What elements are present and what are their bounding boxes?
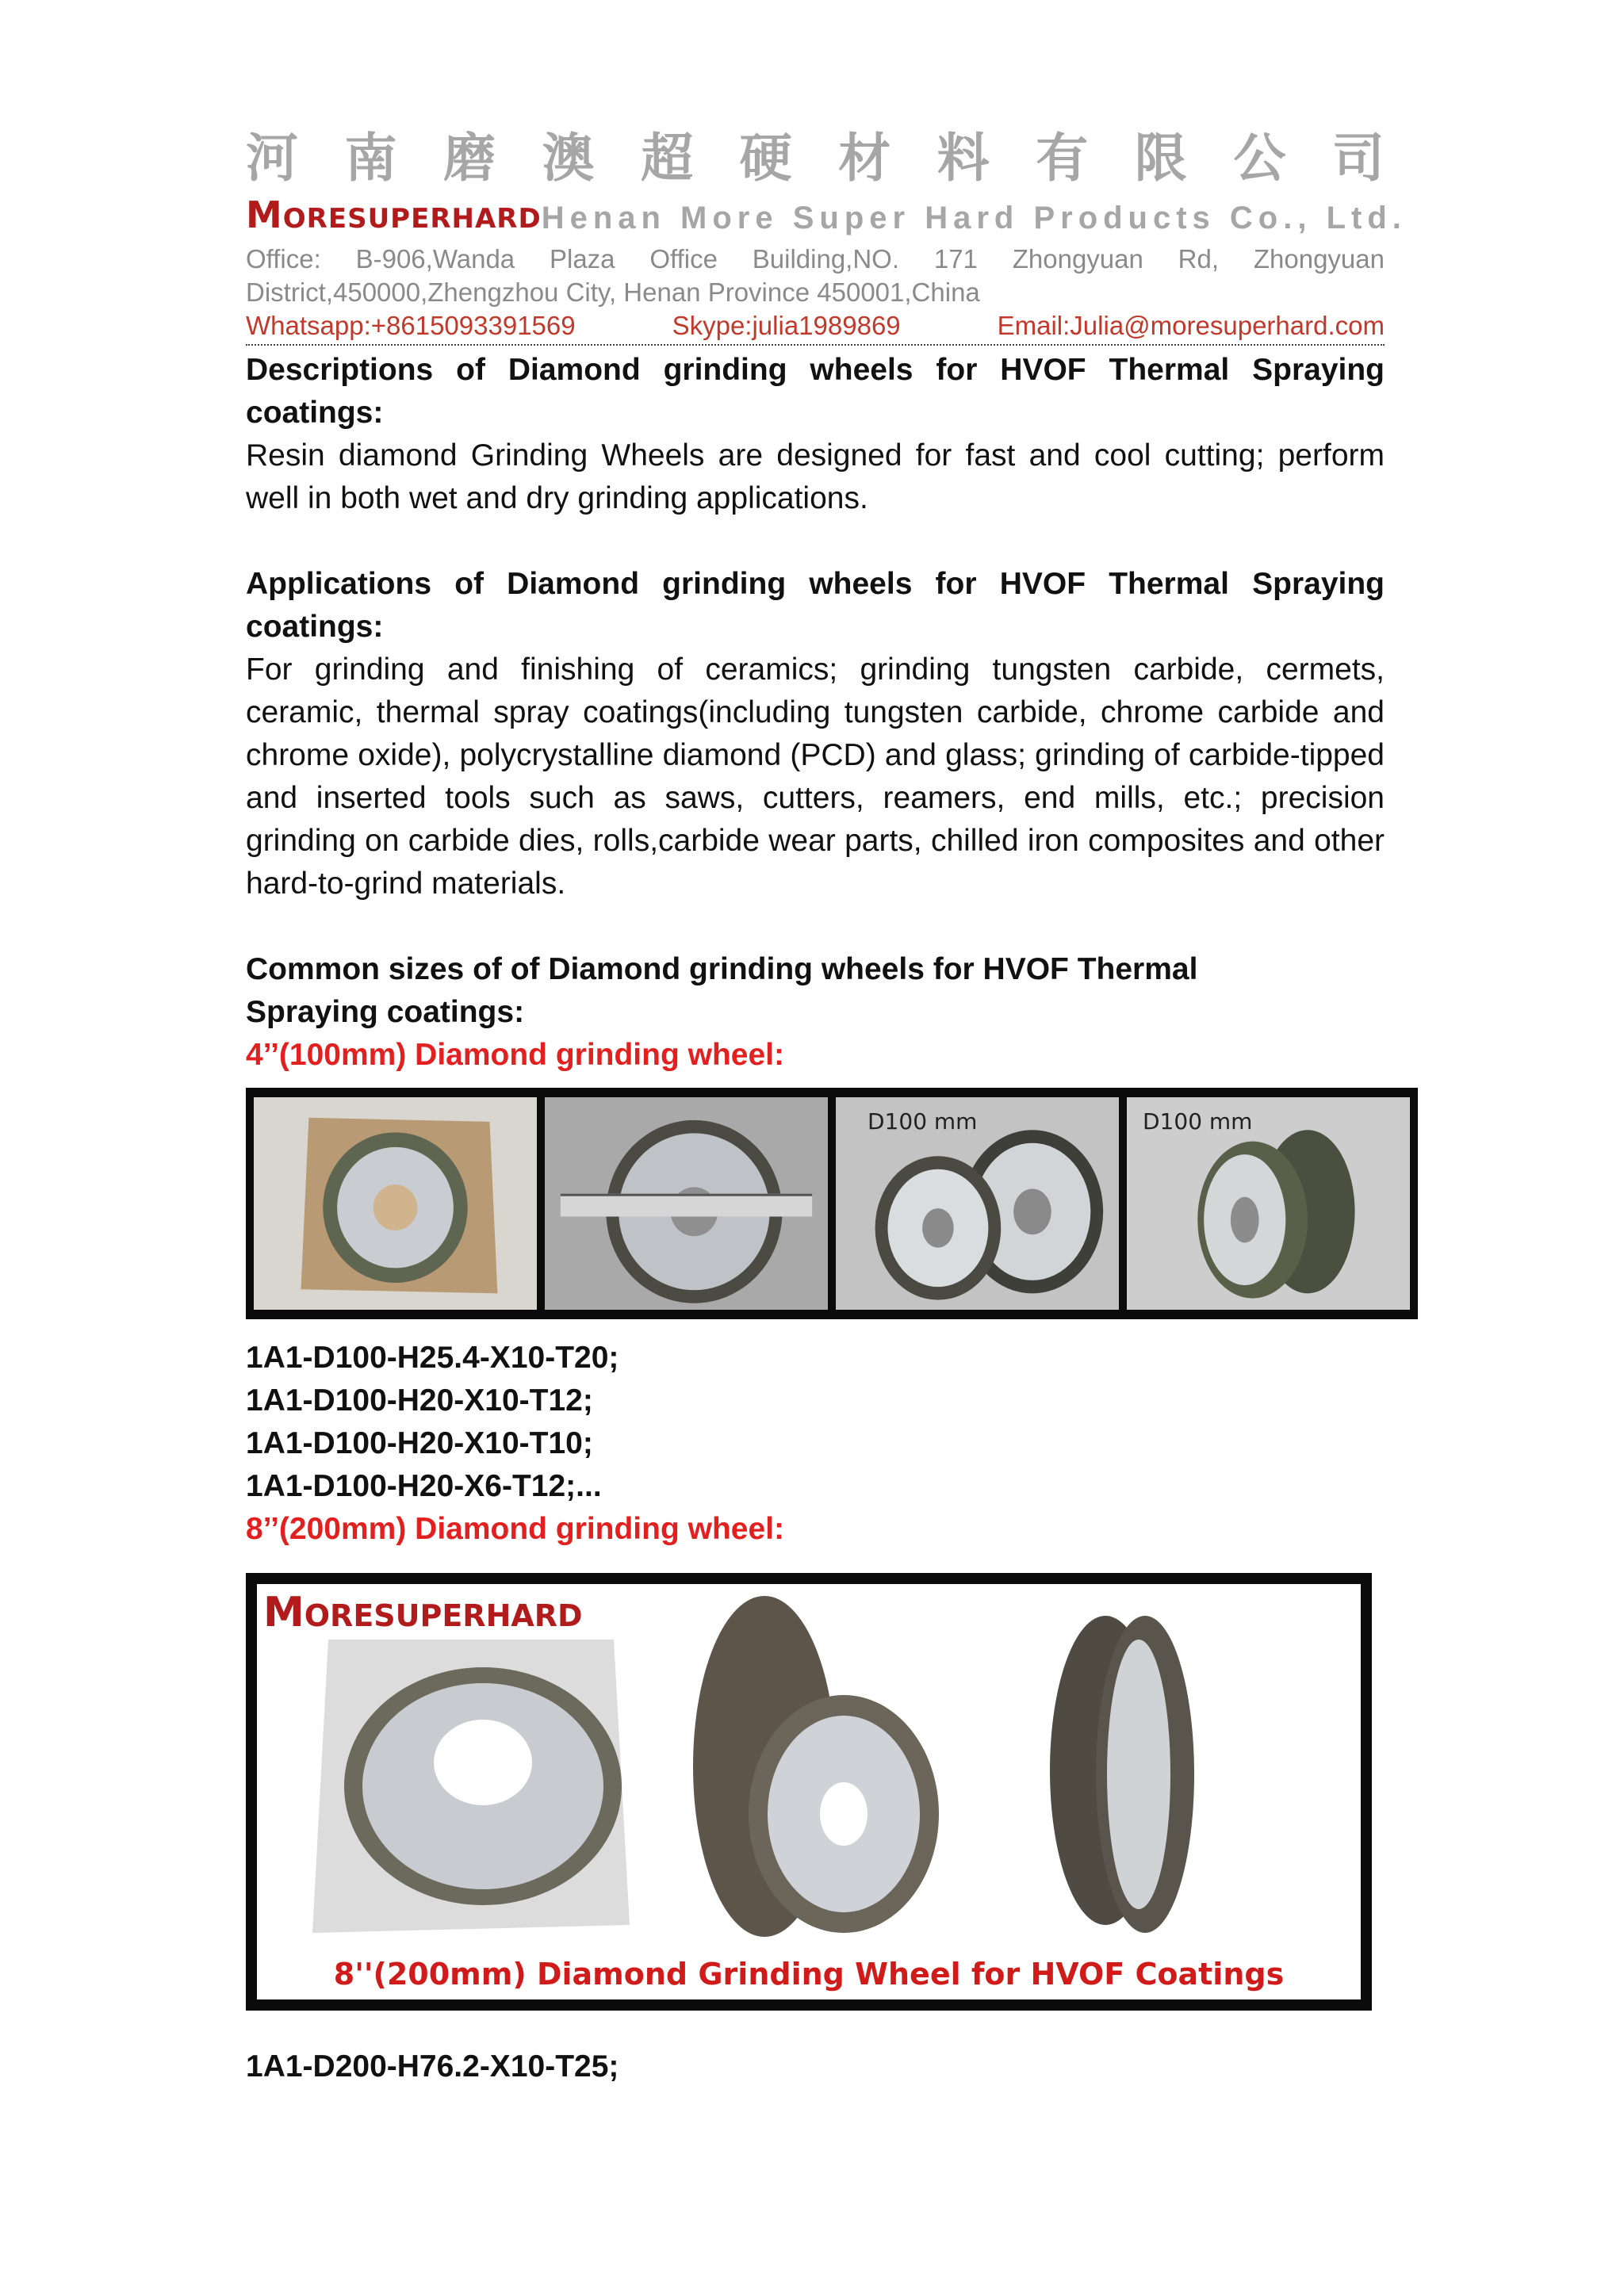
cn-char: 南 (344, 128, 397, 189)
spec-line: 1A1-D100-H25.4-X10-T20; (246, 1341, 619, 1375)
cn-char: 公 (1233, 128, 1286, 189)
photo-size-tag: D100 mm (1143, 1108, 1253, 1135)
cn-char: 料 (936, 128, 990, 189)
cn-char: 超 (641, 128, 694, 189)
sizes-heading: Common sizes of of Diamond grinding wheels for HVOF Thermal Spraying coatings: (246, 952, 1198, 1029)
wheel-photo-pair-2 (1127, 1097, 1410, 1310)
wheel-8in-heading: 8’’(200mm) Diamond grinding wheel: (246, 1512, 784, 1546)
photo-watermark-logo: MORESUPERHARD (263, 1589, 583, 1636)
wheel-photo-pair-1 (836, 1097, 1119, 1310)
wheel-4in-heading: 4’’(100mm) Diamond grinding wheel: (246, 1038, 784, 1072)
wheel-photo-boxed (254, 1097, 537, 1310)
document-page (246, 127, 1407, 2088)
cn-char: 磨 (443, 128, 496, 189)
photo-caption: 8''(200mm) Diamond Grinding Wheel for HVOF Coatings (333, 1957, 1285, 1992)
cn-char: 有 (1036, 128, 1089, 189)
whatsapp-contact[interactable]: Whatsapp:+8615093391569 (246, 311, 576, 340)
logo-row (246, 193, 1407, 236)
skype-contact[interactable]: Skype:julia1989869 (672, 311, 901, 340)
description-heading: Descriptions of Diamond grinding wheels for HVOF Thermal Spraying coatings: (246, 353, 1385, 430)
cn-char: 河 (246, 128, 298, 189)
cn-char: 材 (838, 128, 891, 189)
office-address: Office: B-906,Wanda Plaza Office Building,NO. 171 Zhongyuan Rd, Zhongyuan District,450000,Zhengzhou City, Henan Province 450001,China (246, 244, 1385, 307)
description-text: Resin diamond Grinding Wheels are designed for fast and cool cutting; perform well in both wet and dry grinding applications. (246, 438, 1385, 515)
company-chinese-name (246, 127, 1385, 190)
email-contact[interactable]: Email:Julia@moresuperhard.com (997, 311, 1385, 340)
cn-char: 澳 (542, 128, 595, 189)
wheel-photo-ruler (545, 1097, 828, 1310)
applications-text: For grinding and finishing of ceramics; grinding tungsten carbide, cermets, ceramic, thermal spray coatings(including tungsten carbide, chrome carbide and chrome oxide), polycrystalline diamond (PCD) and glass; grinding of carbide-tipped and inserted tools such as saws, cutters, reamers, end mills, etc.; precision grinding on carbide dies, rolls,carbide wear parts, chilled iron composites and other hard-to-grind materials. (246, 652, 1385, 901)
cn-char: 硬 (739, 128, 792, 189)
cn-char: 限 (1134, 128, 1187, 189)
applications-heading: Applications of Diamond grinding wheels for HVOF Thermal Spraying coatings: (246, 567, 1385, 644)
spec-line: 1A1-D200-H76.2-X10-T25; (246, 2049, 619, 2084)
company-english-name: Henan More Super Hard Products Co., Ltd. (541, 201, 1407, 235)
contact-line (246, 309, 1385, 346)
wheel-4in-photo-strip (246, 1088, 1418, 1319)
cn-char: 司 (1331, 128, 1385, 189)
photo-size-tag: D100 mm (868, 1108, 978, 1135)
company-logo: MORESUPERHARD (246, 193, 542, 236)
spec-line: 1A1-D100-H20-X10-T12; (246, 1383, 593, 1418)
wheel-8in-photo (246, 1573, 1372, 2011)
spec-line: 1A1-D100-H20-X10-T10; (246, 1426, 593, 1460)
spec-line: 1A1-D100-H20-X6-T12;... (246, 1469, 602, 1503)
